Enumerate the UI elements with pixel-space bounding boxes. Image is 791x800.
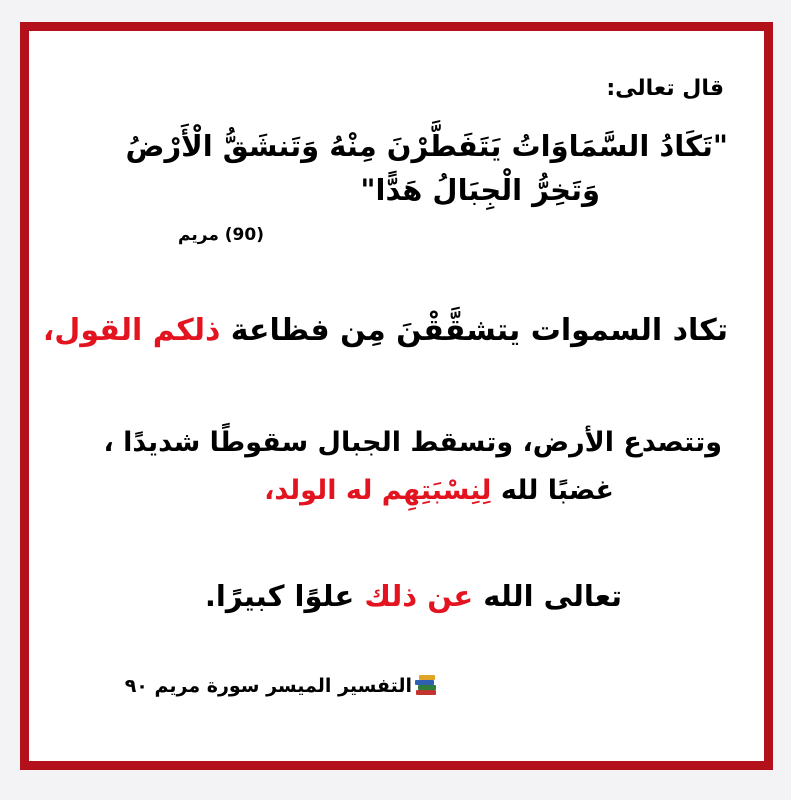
tafsir-line-3-highlight: لِنِسْبَتِهِم له الولد، <box>264 475 492 506</box>
source-text: التفسير الميسر سورة مريم ٩٠ <box>124 675 412 697</box>
books-icon <box>414 674 438 696</box>
tafsir-line-3-text: غضبًا لله <box>491 475 614 506</box>
tafsir-line-2: وتتصدع الأرض، وتسقط الجبال سقوطًا شديدًا ، <box>103 427 722 458</box>
tafsir-line-3 <box>264 475 614 506</box>
tafsir-line-4-text-a: تعالى الله <box>473 579 622 613</box>
verse-line-2: وَتَخِرُّ الْجِبَالُ هَدًّا" <box>360 173 600 207</box>
tafsir-line-4-highlight: عن ذلك <box>364 579 474 613</box>
verse-line-1: "تَكَادُ السَّمَاوَاتُ يَتَفَطَّرْنَ مِنْهُ وَتَنشَقُّ الْأَرْضُ <box>125 129 728 163</box>
tafsir-line-4 <box>205 579 622 613</box>
verse-reference: (90) مريم <box>178 225 264 245</box>
tafsir-line-1-highlight: ذلكم القول، <box>42 313 221 348</box>
source-citation <box>125 674 438 697</box>
tafsir-line-1 <box>43 313 728 348</box>
intro-heading: قال تعالى: <box>606 76 724 101</box>
tafsir-line-1-text: تكاد السموات يتشقَّقْنَ مِن فظاعة <box>220 313 728 348</box>
quote-card <box>20 22 773 770</box>
tafsir-line-4-text-b: علوًا كبيرًا. <box>204 579 365 613</box>
